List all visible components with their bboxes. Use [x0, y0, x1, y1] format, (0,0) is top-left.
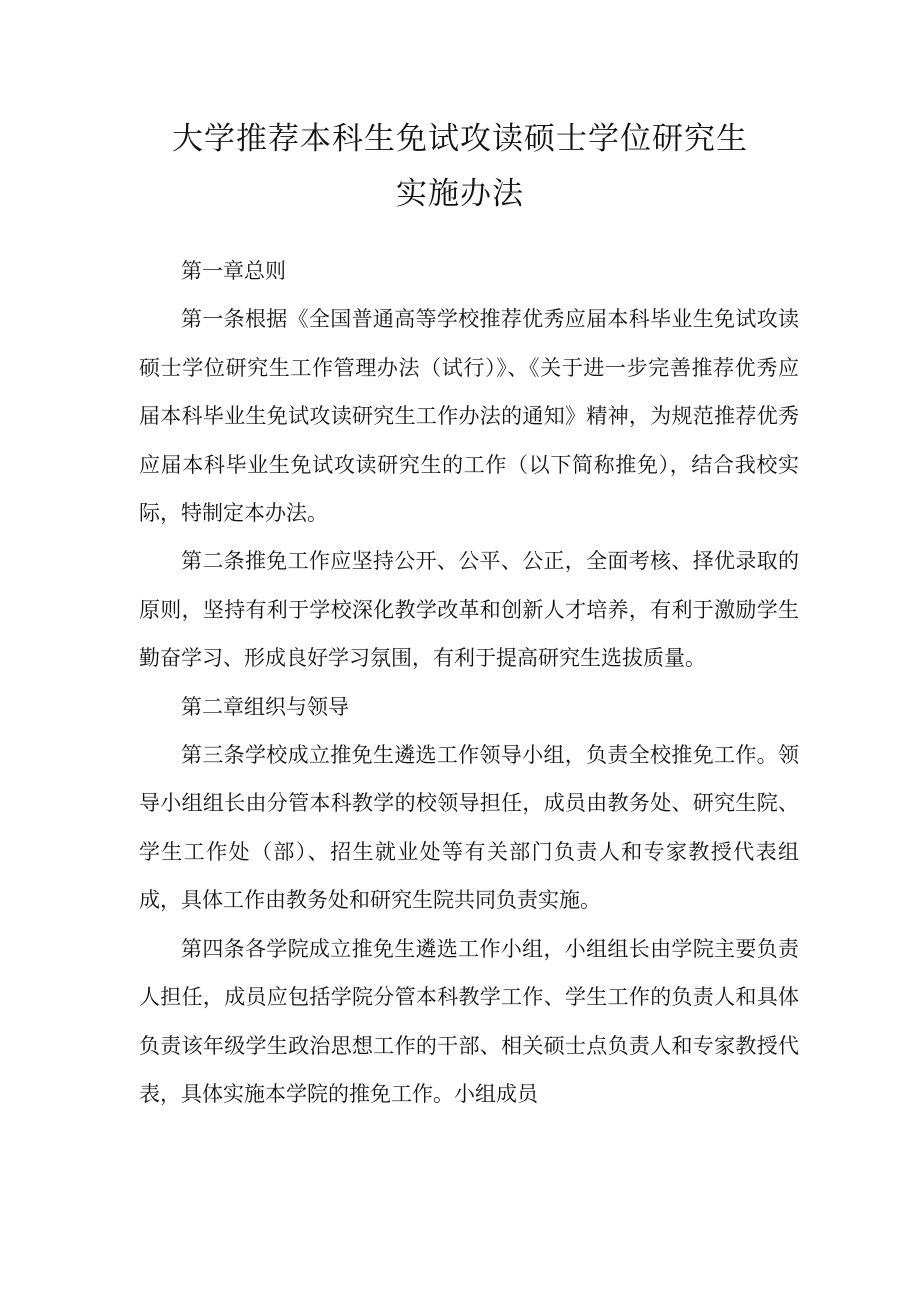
document-title-line-1: 大学推荐本科生免试攻读硕士学位研究生 [172, 121, 748, 157]
document-body [139, 247, 799, 1118]
document-title-line-2: 实施办法 [396, 176, 524, 212]
chapter-heading-organization: 第二章组织与领导 [181, 694, 349, 719]
article-1-paragraph: 第一条根据《全国普通高等学校推荐优秀应届本科毕业生免试攻读硕士学位研究生工作管理办法（试行）》、《关于进一步完善推荐优秀应届本科毕业生免试攻读研究生工作办法的通知》精神，为规范推荐优秀应届本科毕业生免试攻读研究生的工作（以下简称推免），结合我校实际，特制定本办法。 [139, 307, 799, 526]
article-2-paragraph: 第二条推免工作应坚持公开、公平、公正，全面考核、择优录取的原则，坚持有利于学校深化教学改革和创新人才培养，有利于激励学生勤奋学习、形成良好学习氛围，有利于提高研究生选拔质量。 [139, 549, 799, 671]
article-3-paragraph: 第三条学校成立推免生遴选工作领导小组，负责全校推免工作。领导小组组长由分管本科教学的校领导担任，成员由教务处、研究生院、学生工作处（部）、招生就业处等有关部门负责人和专家教授代表组成，具体工作由教务处和研究生院共同负责实施。 [139, 743, 799, 913]
chapter-heading-general: 第一章总则 [181, 259, 286, 283]
article-4-paragraph: 第四条各学院成立推免生遴选工作小组，小组组长由学院主要负责人担任，成员应包括学院分管本科教学工作、学生工作的负责人和具体负责该年级学生政治思想工作的干部、相关硕士点负责人和专家教授代表，具体实施本学院的推免工作。小组成员 [139, 936, 799, 1106]
